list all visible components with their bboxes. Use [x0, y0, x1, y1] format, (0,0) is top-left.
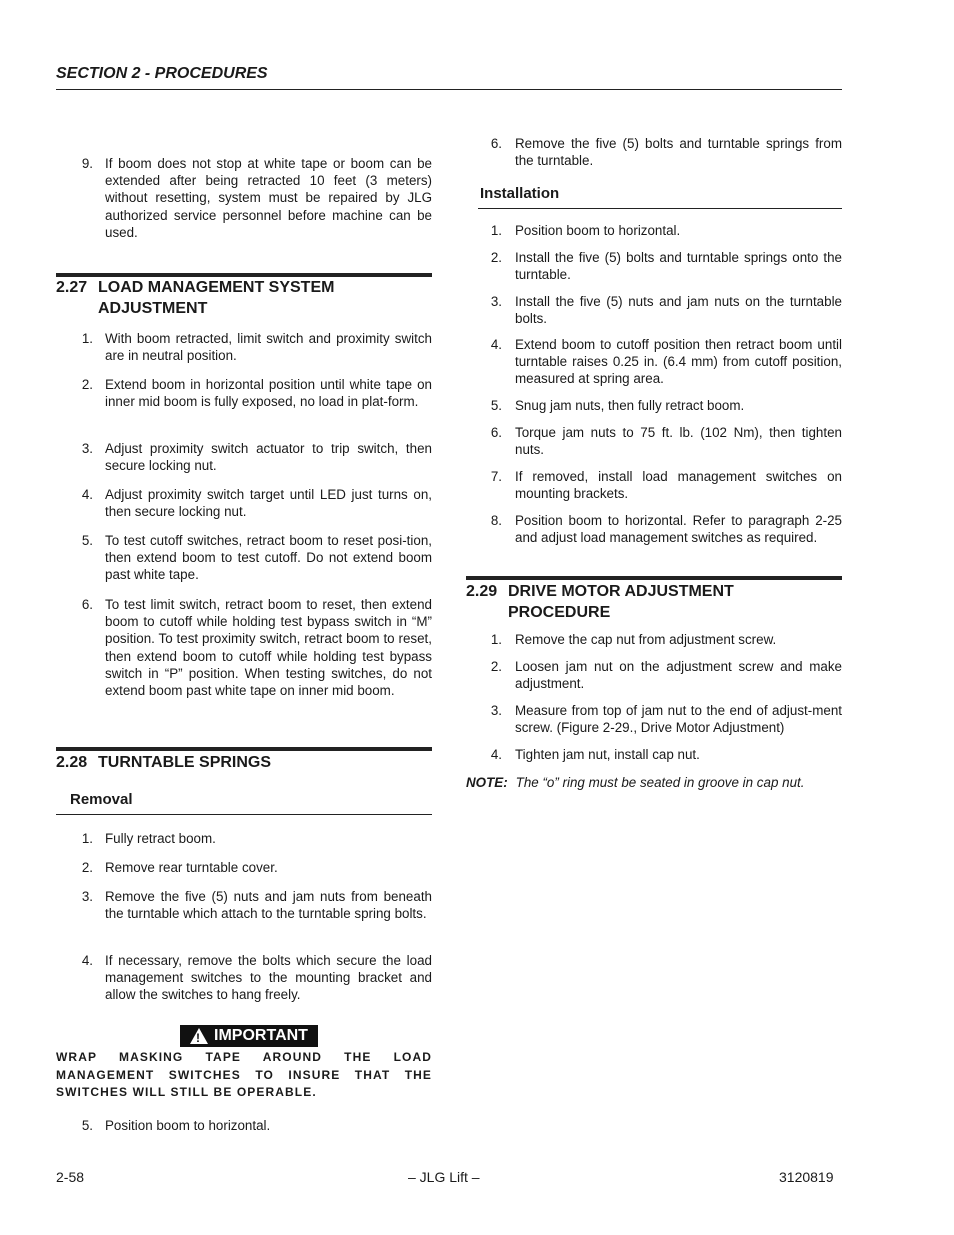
item-number: 4.: [490, 747, 502, 762]
item-text: Extend boom in horizontal position until white tape on inner mid boom is fully exposed, no load in plat-form.: [105, 377, 432, 410]
item-text: Snug jam nuts, then fully retract boom.: [515, 398, 745, 413]
section-number: 2.29: [466, 583, 498, 600]
list-item: [466, 336, 842, 388]
item-number: 3.: [490, 294, 502, 309]
list-item: [466, 135, 842, 169]
item-number: 3.: [81, 889, 93, 904]
item-number: 2.: [490, 250, 502, 265]
section-title: TURNTABLE SPRINGS: [98, 754, 272, 771]
section-bar: [466, 576, 842, 580]
item-number: 6.: [490, 425, 502, 440]
list-item: [466, 293, 842, 327]
list-item: [56, 532, 432, 584]
warning-icon: !: [190, 1028, 208, 1044]
item-number: 6.: [81, 597, 93, 612]
important-label: IMPORTANT: [214, 1027, 308, 1045]
item-text: Remove the cap nut from adjustment screw.: [515, 632, 777, 647]
item-number: 1.: [81, 831, 93, 846]
item-number: 5.: [81, 1118, 93, 1133]
section-title-line2: PROCEDURE: [508, 604, 611, 621]
item-number: 4.: [81, 487, 93, 502]
item-number: 8.: [490, 513, 502, 528]
item-number: 6.: [490, 136, 502, 151]
item-number: 2.: [490, 659, 502, 674]
list-item: [56, 830, 432, 847]
list-item: [466, 658, 842, 692]
section-number: 2.28: [56, 754, 88, 771]
item-text: Fully retract boom.: [105, 831, 216, 846]
item-number: 5.: [490, 398, 502, 413]
list-item: [56, 596, 432, 699]
note-label: NOTE:: [466, 775, 508, 790]
subsection-divider: [478, 208, 842, 209]
list-item: [56, 952, 432, 1004]
page-number: 2-58: [56, 1169, 85, 1185]
list-item: [56, 330, 432, 364]
item-number: 4.: [81, 953, 93, 968]
list-item: [466, 397, 842, 414]
header-divider: [56, 89, 842, 90]
item-text: To test cutoff switches, retract boom to reset posi-tion, then extend boom to test cutoff. Do not extend boom past white tape.: [105, 533, 432, 583]
section-title-line2: ADJUSTMENT: [98, 300, 208, 317]
item-number: 9.: [81, 156, 93, 171]
item-text: Install the five (5) nuts and jam nuts on the turntable bolts.: [515, 294, 842, 327]
item-text: Remove rear turntable cover.: [105, 860, 278, 875]
item-text: With boom retracted, limit switch and proximity switch are in neutral position.: [105, 331, 432, 364]
item-number: 4.: [490, 337, 502, 352]
section-heading-2-27: [56, 277, 334, 319]
list-item: [56, 155, 432, 241]
list-item: [56, 888, 432, 922]
item-text: To test limit switch, retract boom to reset, then extend boom to cutoff while holding test bypass switch in “M” position. To test proximity switch, retract boom to reset, then extend boom to cutoff while holding test bypass switch in “P” position. When testing switches, do not extend boom past white tape on inner mid boom.: [105, 597, 432, 699]
list-item: [466, 249, 842, 283]
item-text: Position boom to horizontal. Refer to paragraph 2-25 and adjust load management switches as required.: [515, 513, 842, 546]
item-text: If removed, install load management switches on mounting brackets.: [515, 469, 842, 502]
item-number: 5.: [81, 533, 93, 548]
section-bar: [56, 747, 432, 751]
list-item: [466, 702, 842, 736]
list-item: [466, 746, 842, 763]
section-number: 2.27: [56, 279, 88, 296]
item-text: Install the five (5) bolts and turntable springs onto the turntable.: [515, 250, 842, 283]
subsection-divider: [56, 814, 432, 815]
item-text: Measure from top of jam nut to the end of adjust-ment screw. (Figure 2-29., Drive Motor Adjustment): [515, 703, 842, 736]
item-number: 1.: [490, 632, 502, 647]
list-item: [466, 424, 842, 458]
item-number: 1.: [490, 223, 502, 238]
document-number: 3120819: [779, 1169, 834, 1185]
item-number: 7.: [490, 469, 502, 484]
item-number: 3.: [490, 703, 502, 718]
item-text: If boom does not stop at white tape or boom can be extended after being retracted 10 feet (3 meters) without resetting, system must be repaired by JLG authorized service personnel before machine can be used.: [105, 156, 432, 240]
item-number: 2.: [81, 377, 93, 392]
section-heading-2-28: [56, 752, 271, 773]
subsection-title-installation: Installation: [480, 185, 560, 202]
footer-brand: – JLG Lift –: [408, 1169, 480, 1185]
list-item: [56, 859, 432, 876]
item-text: If necessary, remove the bolts which secure the load management switches to the mounting bracket and allow the switches to hang freely.: [105, 953, 432, 1003]
item-text: Loosen jam nut on the adjustment screw and make adjustment.: [515, 659, 842, 692]
list-item: [466, 512, 842, 546]
item-text: Position boom to horizontal.: [515, 223, 681, 238]
item-number: 3.: [81, 441, 93, 456]
section-heading-2-29: [466, 581, 734, 623]
item-text: Position boom to horizontal.: [105, 1118, 271, 1133]
list-item: [56, 440, 432, 474]
subsection-title-removal: Removal: [70, 791, 133, 808]
item-text: Adjust proximity switch actuator to trip switch, then secure locking nut.: [105, 441, 432, 474]
note-text: The “o” ring must be seated in groove in cap nut.: [515, 775, 805, 790]
list-item: [466, 631, 842, 648]
item-text: Remove the five (5) nuts and jam nuts from beneath the turntable which attach to the turntable spring bolts.: [105, 889, 432, 922]
section-title-line1: LOAD MANAGEMENT SYSTEM: [98, 279, 335, 296]
list-item: [56, 486, 432, 520]
list-item: [56, 1117, 432, 1134]
note: [466, 774, 842, 791]
important-label-box: [180, 1025, 318, 1047]
important-message: WRAP MASKING TAPE AROUND THE LOAD MANAGEMENT SWITCHES TO INSURE THAT THE SWITCHES WILL STILL BE OPERABLE.: [56, 1050, 432, 1099]
item-text: Adjust proximity switch target until LED just turns on, then secure locking nut.: [105, 487, 432, 520]
item-text: Tighten jam nut, install cap nut.: [515, 747, 700, 762]
section-header: SECTION 2 - PROCEDURES: [56, 65, 268, 82]
item-text: Extend boom to cutoff position then retract boom until turntable raises 0.25 in. (6.4 mm) from cutoff position, measured at spring area.: [515, 337, 842, 387]
item-text: Torque jam nuts to 75 ft. lb. (102 Nm), then tighten nuts.: [515, 425, 842, 458]
section-title-line1: DRIVE MOTOR ADJUSTMENT: [508, 583, 734, 600]
list-item: [466, 222, 842, 239]
item-text: Remove the five (5) bolts and turntable springs from the turntable.: [515, 136, 842, 169]
item-number: 1.: [81, 331, 93, 346]
item-number: 2.: [81, 860, 93, 875]
list-item: [466, 468, 842, 502]
list-item: [56, 376, 432, 410]
